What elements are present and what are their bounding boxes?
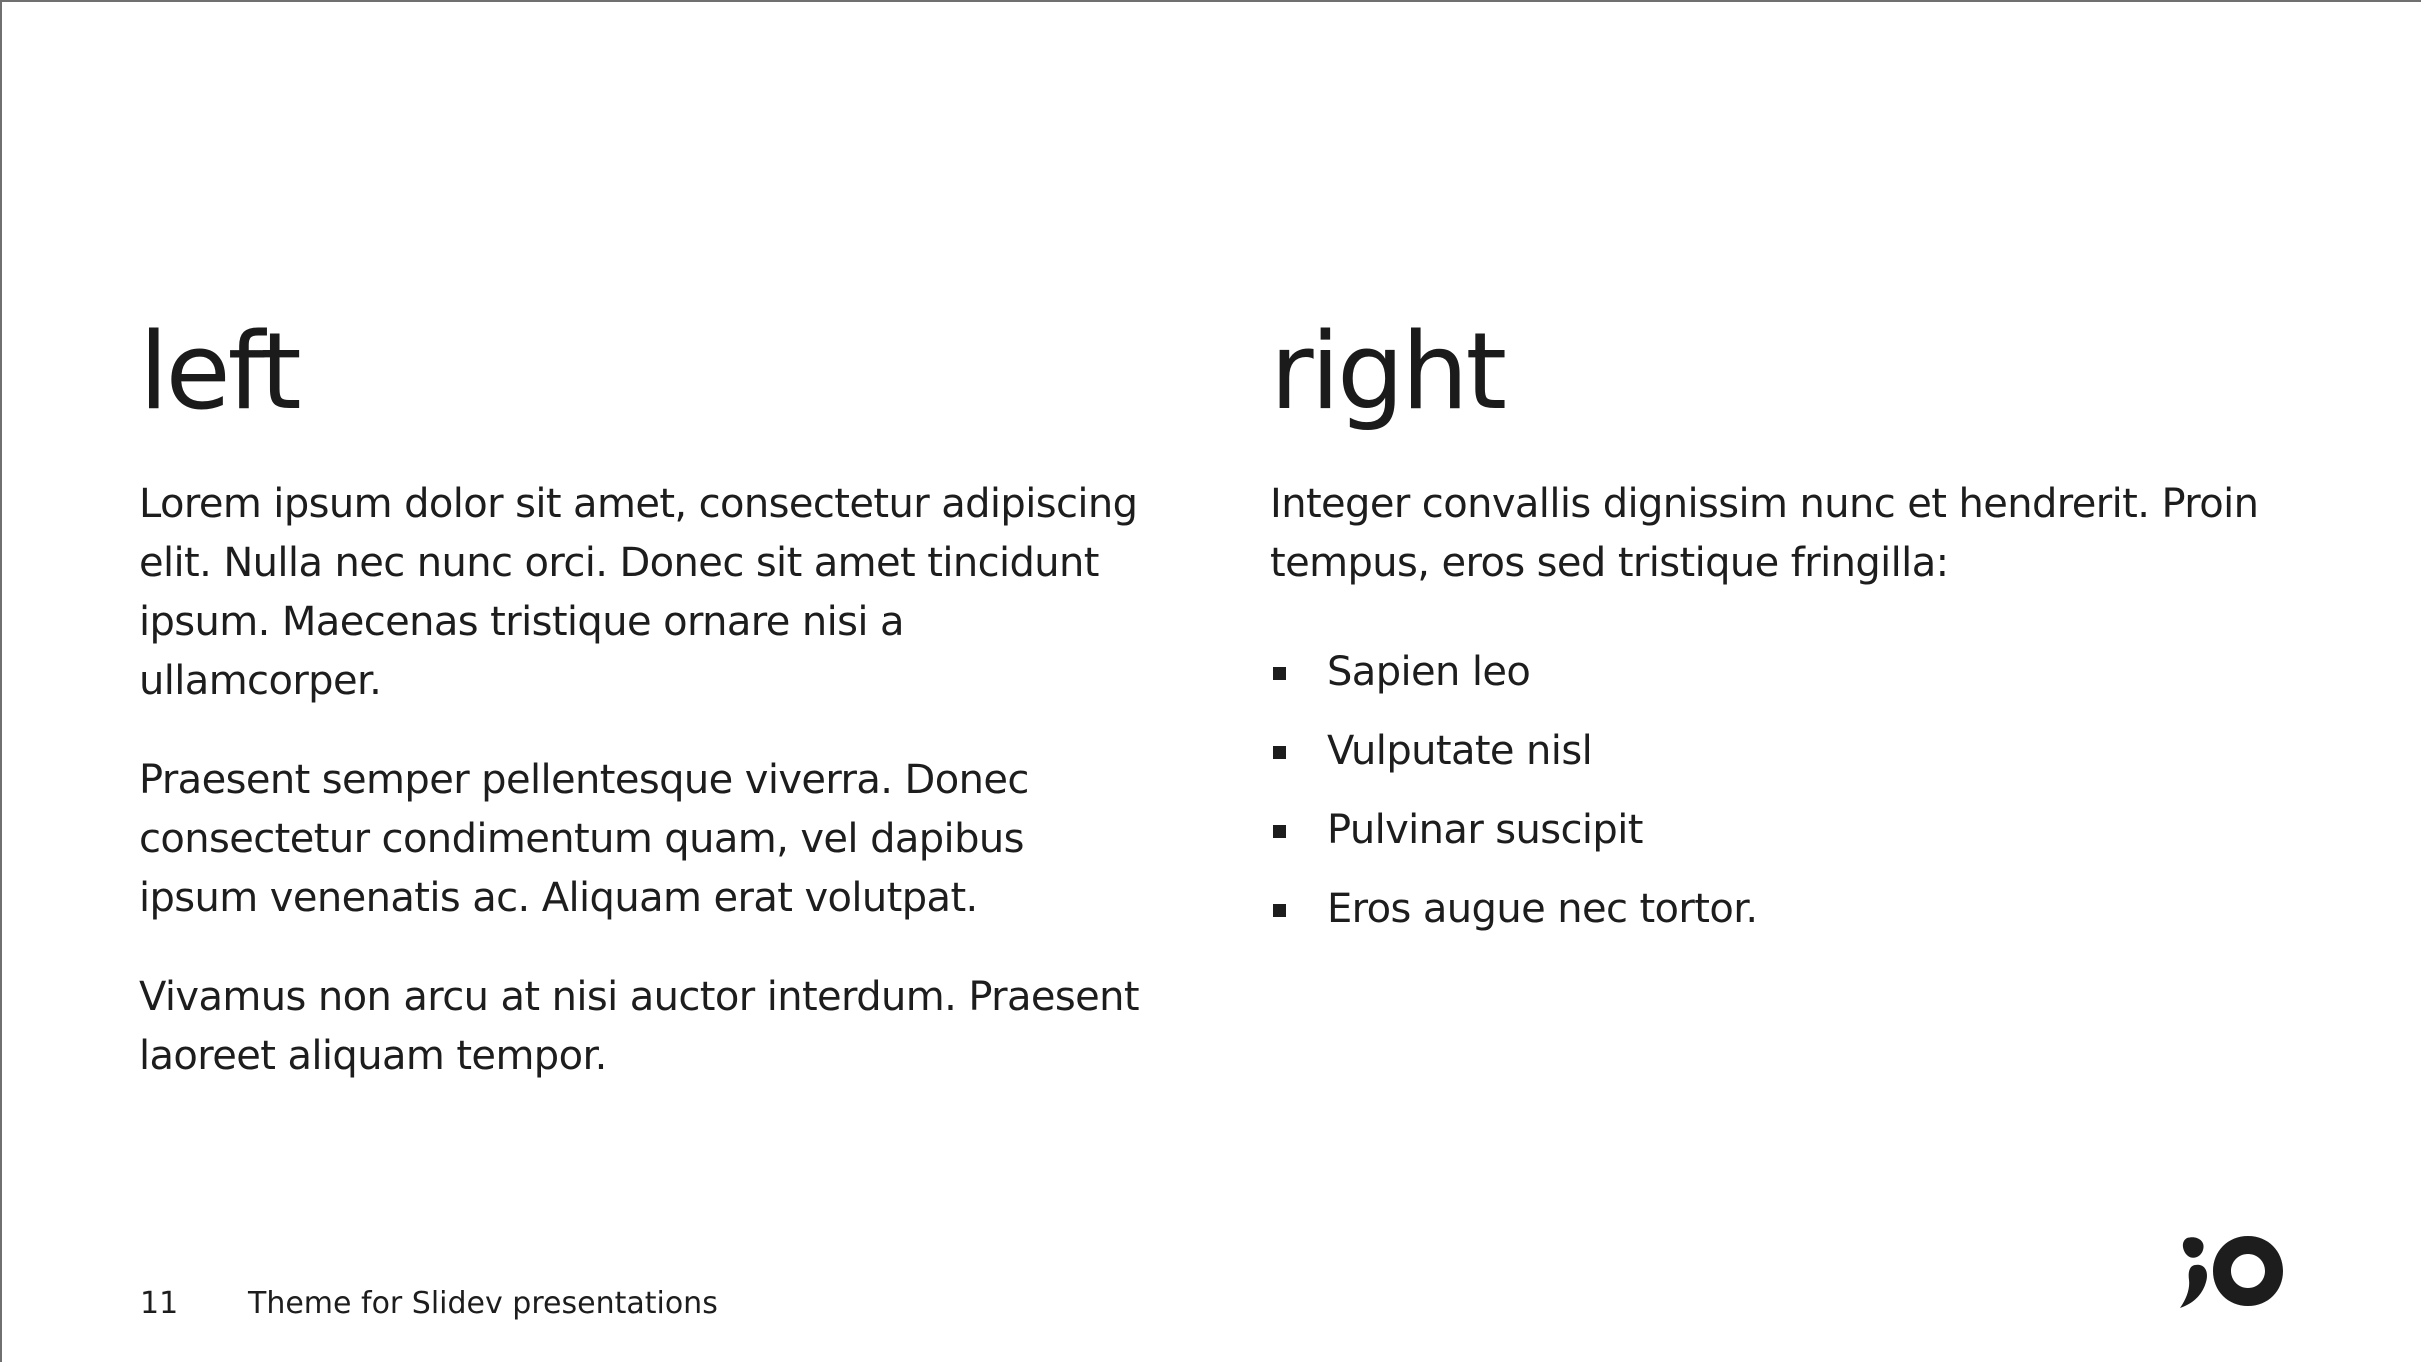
list-item-label: Sapien leo (1327, 649, 1531, 695)
page-number: 11 (140, 1286, 179, 1321)
list-item-label: Eros augue nec tortor. (1327, 886, 1758, 932)
left-paragraph-1: Lorem ipsum dolor sit amet, consectetur adipiscing elit. Nulla nec nunc orci. Donec sit amet tincidunt ipsum. Maecenas tristique ornare nisi a ullamcorper. (139, 481, 1138, 704)
list-item (1270, 880, 2320, 939)
list-item-label: Vulputate nisl (1327, 728, 1593, 774)
list-item (1270, 722, 2320, 781)
square-bullet-icon (1273, 904, 1286, 917)
square-bullet-icon (1273, 746, 1286, 759)
right-intro: Integer convallis dignissim nunc et hendrerit. Proin tempus, eros sed tristique fringilla: (1270, 481, 2259, 586)
right-heading: right (1270, 310, 1505, 433)
list-item (1270, 801, 2320, 860)
footer-title: Theme for Slidev presentations (248, 1286, 718, 1321)
list-item (1270, 643, 2320, 702)
bullet-list (1270, 643, 2320, 939)
left-column (139, 307, 1149, 1086)
list-item-label: Pulvinar suscipit (1327, 807, 1643, 853)
io-logo-icon (2175, 1232, 2285, 1312)
square-bullet-icon (1273, 667, 1286, 680)
left-paragraph-3: Vivamus non arcu at nisi auctor interdum. Praesent laoreet aliquam tempor. (139, 974, 1140, 1079)
right-column (1270, 307, 2320, 959)
left-heading: left (139, 310, 299, 433)
left-paragraph-2: Praesent semper pellentesque viverra. Donec consectetur condimentum quam, vel dapibus ipsum venenatis ac. Aliquam erat volutpat. (139, 757, 1029, 921)
square-bullet-icon (1273, 825, 1286, 838)
